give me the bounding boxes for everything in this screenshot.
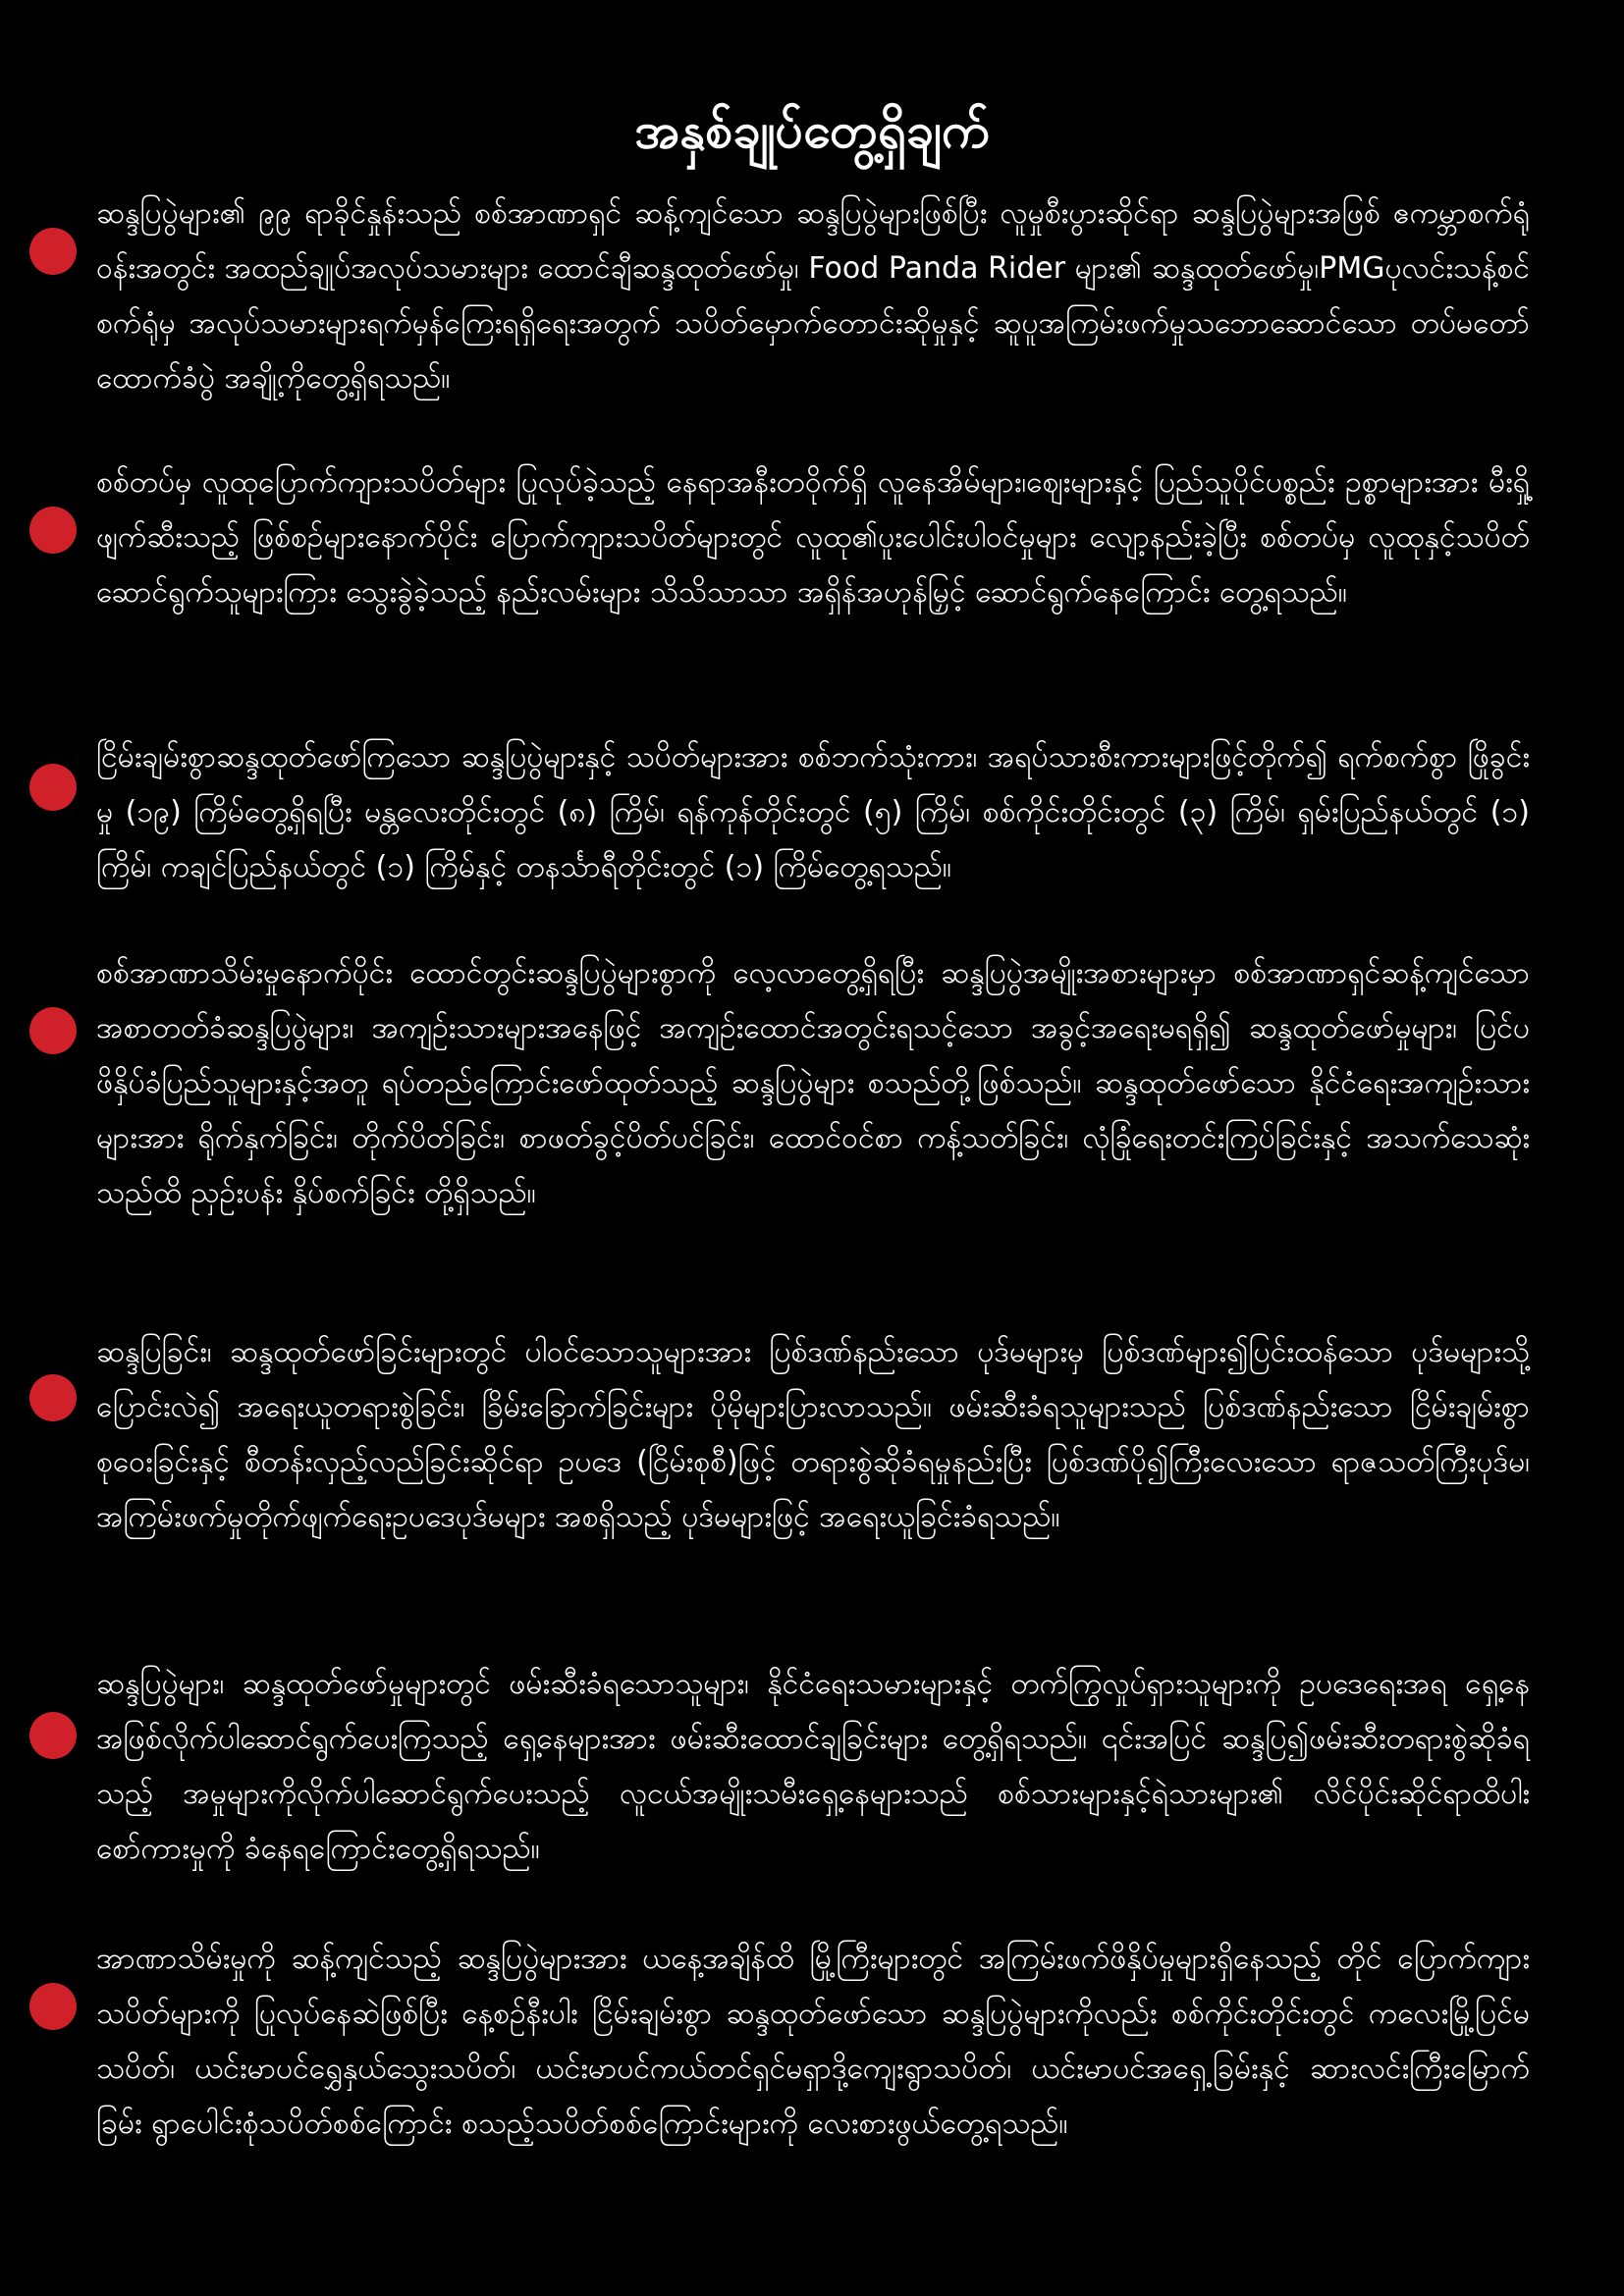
red-bullet-icon (29, 764, 77, 811)
finding-paragraph-2: စစ်တပ်မှ လူထုပြောက်ကျားသပိတ်များ ပြုလုပ်ခဲ့သည့် နေရာအနီးတဝိုက်ရှိ လူနေအိမ်များ၊ဈေးများနှင့် ပြည်သူပိုင်ပစ္စည်း ဥစ္စာများအား မီးရှို့ဖျက်ဆီးသည့် ဖြစ်စဉ်များနောက်ပိုင်း ပြောက်ကျားသပိတ်များတွင် လူထု၏ပူးပေါင်းပါဝင်မှုများ လျော့နည်းခဲ့ပြီး စစ်တပ်မှ လူထုနှင့်သပိတ်ဆောင်ရွက်သူများကြား သွေးခွဲခဲ့သည့် နည်းလမ်းများ သိသိသာသာ အရှိန်အဟုန်မြှင့် ဆောင်ရွက်နေကြောင်း တွေ့ရသည်။ (96, 465, 1530, 610)
red-bullet-icon (29, 507, 77, 554)
red-bullet-icon (29, 1983, 77, 2030)
page-title: အနှစ်ချုပ်တွေ့ရှိချက် (634, 102, 990, 159)
red-bullet-icon (29, 1007, 77, 1054)
finding-paragraph-3: ငြိမ်းချမ်းစွာဆန္ဒထုတ်ဖော်ကြသော ဆန္ဒပြပွဲများနှင့် သပိတ်များအား စစ်ဘက်သုံးကား၊ အရပ်သားစီးကားများဖြင့်တိုက်၍ ရက်စက်စွာ ဖြိုခွင်းမှု (၁၉) ကြိမ်တွေ့ရှိရပြီး မန္တလေးတိုင်းတွင် (၈) ကြိမ်၊ ရန်ကုန်တိုင်းတွင် (၅) ကြိမ်၊ စစ်ကိုင်းတိုင်းတွင် (၃) ကြိမ်၊ ရှမ်းပြည်နယ်တွင် (၁) ကြိမ်၊ ကချင်ပြည်နယ်တွင် (၁) ကြိမ်နှင့် တနင်္သာရီတိုင်းတွင် (၁) ကြိမ်တွေ့ရသည်။ (96, 740, 1530, 884)
finding-paragraph-4: စစ်အာဏာသိမ်းမှုနောက်ပိုင်း ထောင်တွင်းဆန္ဒပြပွဲများစွာကို လေ့လာတွေ့ရှိရပြီး ဆန္ဒပြပွဲအမျိုးအစားများမှာ စစ်အာဏာရှင်ဆန့်ကျင်သော အစာတတ်ခံဆန္ဒပြပွဲများ၊ အကျဉ်းသားများအနေဖြင့် အကျဉ်းထောင်အတွင်းရသင့်သော အခွင့်အရေးမရရှိ၍ ဆန္ဒထုတ်ဖော်မှုများ၊ ပြင်ပဖိနှိပ်ခံပြည်သူများနှင့်အတူ ရပ်တည်ကြောင်းဖော်ထုတ်သည့် ဆန္ဒပြပွဲများ စသည်တို့ဖြစ်သည်။ ဆန္ဒထုတ်ဖော်သော နိုင်ငံရေးအကျဉ်းသားများအား ရိုက်နှက်ခြင်း၊ တိုက်ပိတ်ခြင်း၊ စာဖတ်ခွင့်ပိတ်ပင်ခြင်း၊ ထောင်ဝင်စာ ကန့်သတ်ခြင်း၊ လုံခြုံရေးတင်းကြပ်ခြင်းနှင့် အသက်သေဆုံးသည်ထိ ညှဉ်းပန်း နှိပ်စက်ခြင်း တို့ရှိသည်။ (96, 956, 1530, 1210)
finding-paragraph-7: အာဏာသိမ်းမှုကို ဆန့်ကျင်သည့် ဆန္ဒပြပွဲများအား ယနေ့အချိန်ထိ မြို့ကြီးများတွင် အကြမ်းဖက်ဖိနှိပ်မှုများရှိနေသည့် တိုင် ပြောက်ကျားသပိတ်များကို ပြုလုပ်နေဆဲဖြစ်ပြီး နေ့စဉ်နီးပါး ငြိမ်းချမ်းစွာ ဆန္ဒထုတ်ဖော်သော ဆန္ဒပြပွဲများကိုလည်း စစ်ကိုင်းတိုင်းတွင် ကလေးမြို့ပြင်မသပိတ်၊ ယင်းမာပင်ရွှေနှယ်သွေးသပိတ်၊ ယင်းမာပင်ကယ်တင်ရှင်မရှာဒို့ကျေးရွာသပိတ်၊ ယင်းမာပင်အရှေ့ခြမ်းနှင့် ဆားလင်းကြီးမြောက်ခြမ်း ရွာပေါင်းစုံသပိတ်စစ်ကြောင်း စသည့်သပိတ်စစ်ကြောင်းများကို လေးစားဖွယ်တွေ့ရသည်။ (96, 1942, 1530, 2141)
red-bullet-icon (29, 1374, 77, 1421)
red-bullet-icon (29, 228, 77, 275)
finding-paragraph-1: ဆန္ဒပြပွဲများ၏ ၉၉ ရာခိုင်နှုန်းသည် စစ်အာဏာရှင် ဆန့်ကျင်သော ဆန္ဒပြပွဲများဖြစ်ပြီး လူမှုစီးပွားဆိုင်ရာ ဆန္ဒပြပွဲများအဖြစ် ဧကမ္ဘာစက်ရုံဝန်းအတွင်း အထည်ချုပ်အလုပ်သမားများ ထောင်ချီဆန္ဒထုတ်ဖော်မှု၊ Food Panda Rider များ၏ ဆန္ဒထုတ်ဖော်မှု၊PMGပုလင်းသန့်စင်စက်ရုံမှ အလုပ်သမားများရက်မှန်ကြေးရရှိရေးအတွက် သပိတ်မှောက်တောင်းဆိုမှုနှင့် ဆူပူအကြမ်းဖက်မှုသဘောဆောင်သော တပ်မတော်ထောက်ခံပွဲ အချို့ကိုတွေ့ရှိရသည်။ (96, 196, 1530, 396)
red-bullet-icon (29, 1712, 77, 1759)
finding-paragraph-5: ဆန္ဒပြခြင်း၊ ဆန္ဒထုတ်ဖော်ခြင်းများတွင် ပါဝင်သောသူများအား ပြစ်ဒဏ်နည်းသော ပုဒ်မများမှ ပြစ်ဒဏ်များ၍ပြင်းထန်သော ပုဒ်မများသို့ပြောင်းလဲ၍ အရေးယူတရားစွဲခြင်း၊ ခြိမ်းခြောက်ခြင်းများ ပိုမိုများပြားလာသည်။ ဖမ်းဆီးခံရသူများသည် ပြစ်ဒဏ်နည်းသော ငြိမ်းချမ်းစွာစုဝေးခြင်းနှင့် စီတန်းလှည့်လည်ခြင်းဆိုင်ရာ ဥပဒေ (ငြိမ်းစုစီ)ဖြင့် တရားစွဲဆိုခံရမှုနည်းပြီး ပြစ်ဒဏ်ပို၍ကြီးလေးသော ရာဇသတ်ကြီးပုဒ်မ၊ အကြမ်းဖက်မှုတိုက်ဖျက်ရေးဥပဒေပုဒ်မများ အစရှိသည့် ပုဒ်မများဖြင့် အရေးယူခြင်းခံရသည်။ (96, 1335, 1530, 1534)
finding-paragraph-6: ဆန္ဒပြပွဲများ၊ ဆန္ဒထုတ်ဖော်မှုများတွင် ဖမ်းဆီးခံရသောသူများ၊ နိုင်ငံရေးသမားများနှင့် တက်ကြွလှုပ်ရှားသူများကို ဥပဒေရေးအရ ရှေ့နေအဖြစ်လိုက်ပါဆောင်ရွက်ပေးကြသည့် ရှေ့နေများအား ဖမ်းဆီးထောင်ချခြင်းများ တွေ့ရှိရသည်။ ၎င်းအပြင် ဆန္ဒပြ၍ဖမ်းဆီးတရားစွဲဆိုခံရသည့် အမှုများကိုလိုက်ပါဆောင်ရွက်ပေးသည့် လူငယ်အမျိုးသမီးရှေ့နေများသည် စစ်သားများနှင့်ရဲသားများ၏ လိင်ပိုင်းဆိုင်ရာထိပါးစော်ကားမှုကို ခံနေရကြောင်းတွေ့ရှိရသည်။ (96, 1667, 1530, 1866)
